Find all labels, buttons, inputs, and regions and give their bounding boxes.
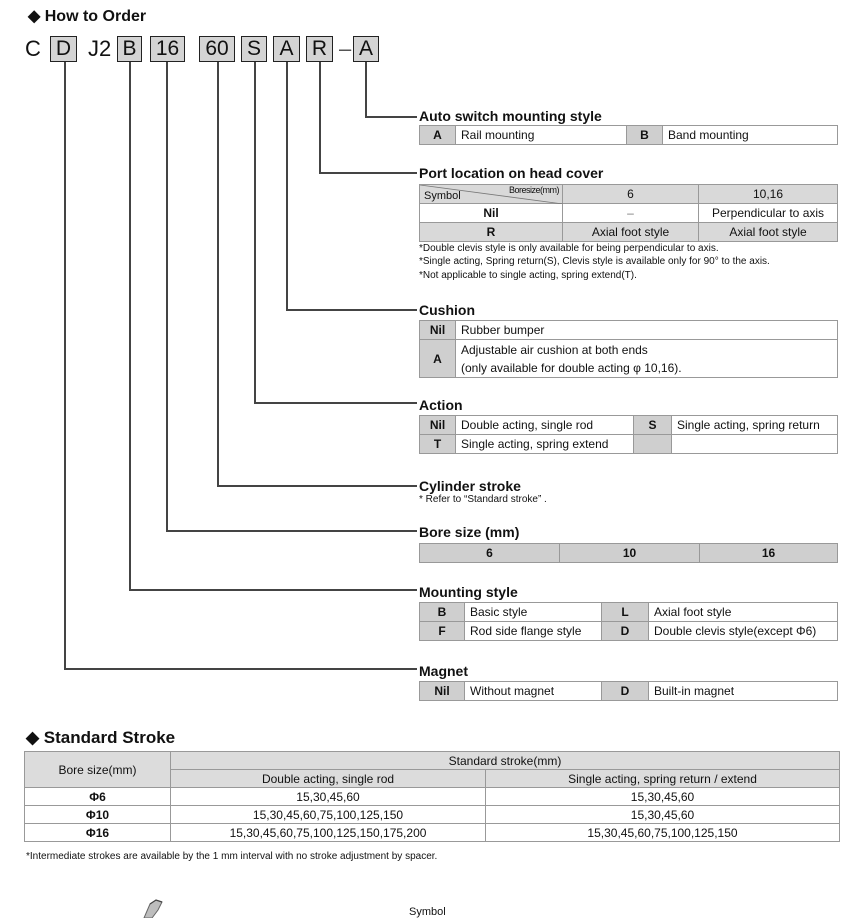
standard-stroke-table xyxy=(24,751,840,842)
bore-header: Boresize(mm) xyxy=(508,185,559,195)
bore-size-table xyxy=(419,543,838,563)
bore-cell: Φ16 xyxy=(25,824,171,842)
stroke-cell: 15,30,45,60 xyxy=(486,806,840,824)
cell-value: – xyxy=(563,204,699,223)
action-table xyxy=(419,415,838,454)
diagonal-divider xyxy=(420,185,563,204)
single-acting-header: Single acting, spring return / extend xyxy=(486,770,840,788)
magnet-title: Magnet xyxy=(419,663,468,679)
symbol-label: Symbol xyxy=(409,906,446,918)
cylinder-stroke-note: * Refer to “Standard stroke” . xyxy=(419,494,547,505)
option-label: Rail mounting xyxy=(456,126,627,145)
cell-value: Perpendicular to axis xyxy=(699,204,838,223)
code-box-port: R xyxy=(306,36,333,62)
cushion-table xyxy=(419,320,838,378)
col-6-header: 6 xyxy=(563,185,699,204)
how-to-order-title: ◆ How to Order xyxy=(28,8,147,25)
option-code: D xyxy=(602,622,649,641)
option-code: Nil xyxy=(420,321,456,340)
option-label: Double acting, single rod xyxy=(456,416,634,435)
port-note-1: *Double clevis style is only available for being perpendicular to axis. xyxy=(419,243,719,254)
table-row xyxy=(25,788,840,806)
standard-stroke-header: Standard stroke(mm) xyxy=(171,752,840,770)
table-row xyxy=(25,806,840,824)
table-row xyxy=(420,204,838,223)
option-label: Rubber bumper xyxy=(456,321,838,340)
option-label: Without magnet xyxy=(465,682,602,701)
code-box-auto-switch: A xyxy=(353,36,379,62)
auto-switch-table xyxy=(419,125,838,145)
mounting-style-title: Mounting style xyxy=(419,584,518,600)
option-code: A xyxy=(420,126,456,145)
symbol-bore-header-cell xyxy=(420,185,563,204)
option-code: A xyxy=(420,340,456,378)
stroke-cell: 15,30,45,60 xyxy=(171,788,486,806)
table-row xyxy=(420,416,838,435)
cell-value: Axial foot style xyxy=(699,223,838,242)
action-title: Action xyxy=(419,397,463,413)
option-label-empty xyxy=(672,435,838,454)
code-dash: – xyxy=(339,36,352,61)
table-row xyxy=(420,603,838,622)
standard-stroke-title: ◆ Standard Stroke xyxy=(26,728,176,747)
cylinder-image xyxy=(136,896,166,918)
option-label: Axial foot style xyxy=(649,603,838,622)
bore-cell: Φ10 xyxy=(25,806,171,824)
option-code: T xyxy=(420,435,456,454)
table-row xyxy=(420,223,838,242)
stroke-cell: 15,30,45,60,75,100,125,150,175,200 xyxy=(171,824,486,842)
col-10-16-header: 10,16 xyxy=(699,185,838,204)
bore-value: 6 xyxy=(420,544,560,563)
option-code: B xyxy=(420,603,465,622)
magnet-table xyxy=(419,681,838,701)
table-row xyxy=(420,126,838,145)
bore-value: 16 xyxy=(700,544,838,563)
code-box-stroke: 60 xyxy=(199,36,235,62)
bore-cell: Φ6 xyxy=(25,788,171,806)
code-series: J2 xyxy=(88,36,112,61)
stroke-cell: 15,30,45,60 xyxy=(486,788,840,806)
option-code: L xyxy=(602,603,649,622)
option-code-empty xyxy=(634,435,672,454)
cylinder-stroke-title: Cylinder stroke xyxy=(419,478,521,494)
table-row xyxy=(420,185,838,204)
stroke-cell: 15,30,45,60,75,100,125,150 xyxy=(486,824,840,842)
port-location-table xyxy=(419,184,838,242)
option-code: S xyxy=(634,416,672,435)
option-code: Nil xyxy=(420,416,456,435)
option-code: Nil xyxy=(420,682,465,701)
bore-size-header: Bore size(mm) xyxy=(25,752,171,788)
bore-size-title: Bore size (mm) xyxy=(419,524,520,540)
option-label: Rod side flange style xyxy=(465,622,602,641)
standard-stroke-note: *Intermediate strokes are available by the 1 mm interval with no stroke adjustment by spacer. xyxy=(26,851,438,862)
option-label: Single acting, spring return xyxy=(672,416,838,435)
code-box-mounting: B xyxy=(117,36,142,62)
option-label-line: (only available for double acting φ 10,16). xyxy=(461,360,682,375)
table-row xyxy=(420,682,838,701)
option-label: Built-in magnet xyxy=(649,682,838,701)
option-label: Basic style xyxy=(465,603,602,622)
cushion-title: Cushion xyxy=(419,302,475,318)
code-prefix: C xyxy=(25,36,41,61)
double-acting-header: Double acting, single rod xyxy=(171,770,486,788)
table-row xyxy=(25,824,840,842)
option-code: B xyxy=(627,126,663,145)
code-box-cushion: A xyxy=(273,36,300,62)
option-label xyxy=(456,340,838,378)
table-row xyxy=(420,435,838,454)
option-code: F xyxy=(420,622,465,641)
option-label: Band mounting xyxy=(663,126,838,145)
code-box-magnet: D xyxy=(50,36,77,62)
option-label-line: Adjustable air cushion at both ends xyxy=(461,342,648,357)
port-note-3: *Not applicable to single acting, spring extend(T). xyxy=(419,270,637,281)
port-note-2: *Single acting, Spring return(S), Clevis style is available only for 90° to the axis. xyxy=(419,256,770,267)
bore-value: 10 xyxy=(560,544,700,563)
table-row xyxy=(420,340,838,378)
table-row xyxy=(420,622,838,641)
mounting-style-table xyxy=(419,602,838,641)
option-code: Nil xyxy=(420,204,563,223)
code-box-action: S xyxy=(241,36,267,62)
port-location-title: Port location on head cover xyxy=(419,165,604,181)
symbol-header: Symbol xyxy=(424,190,461,202)
stroke-cell: 15,30,45,60,75,100,125,150 xyxy=(171,806,486,824)
cell-value: Axial foot style xyxy=(563,223,699,242)
table-row xyxy=(25,752,840,770)
option-label: Double clevis style(except Φ6) xyxy=(649,622,838,641)
table-row xyxy=(420,544,838,563)
code-box-bore: 16 xyxy=(150,36,185,62)
option-code: R xyxy=(420,223,563,242)
table-row xyxy=(420,321,838,340)
option-code: D xyxy=(602,682,649,701)
option-label: Single acting, spring extend xyxy=(456,435,634,454)
auto-switch-title: Auto switch mounting style xyxy=(419,108,602,124)
